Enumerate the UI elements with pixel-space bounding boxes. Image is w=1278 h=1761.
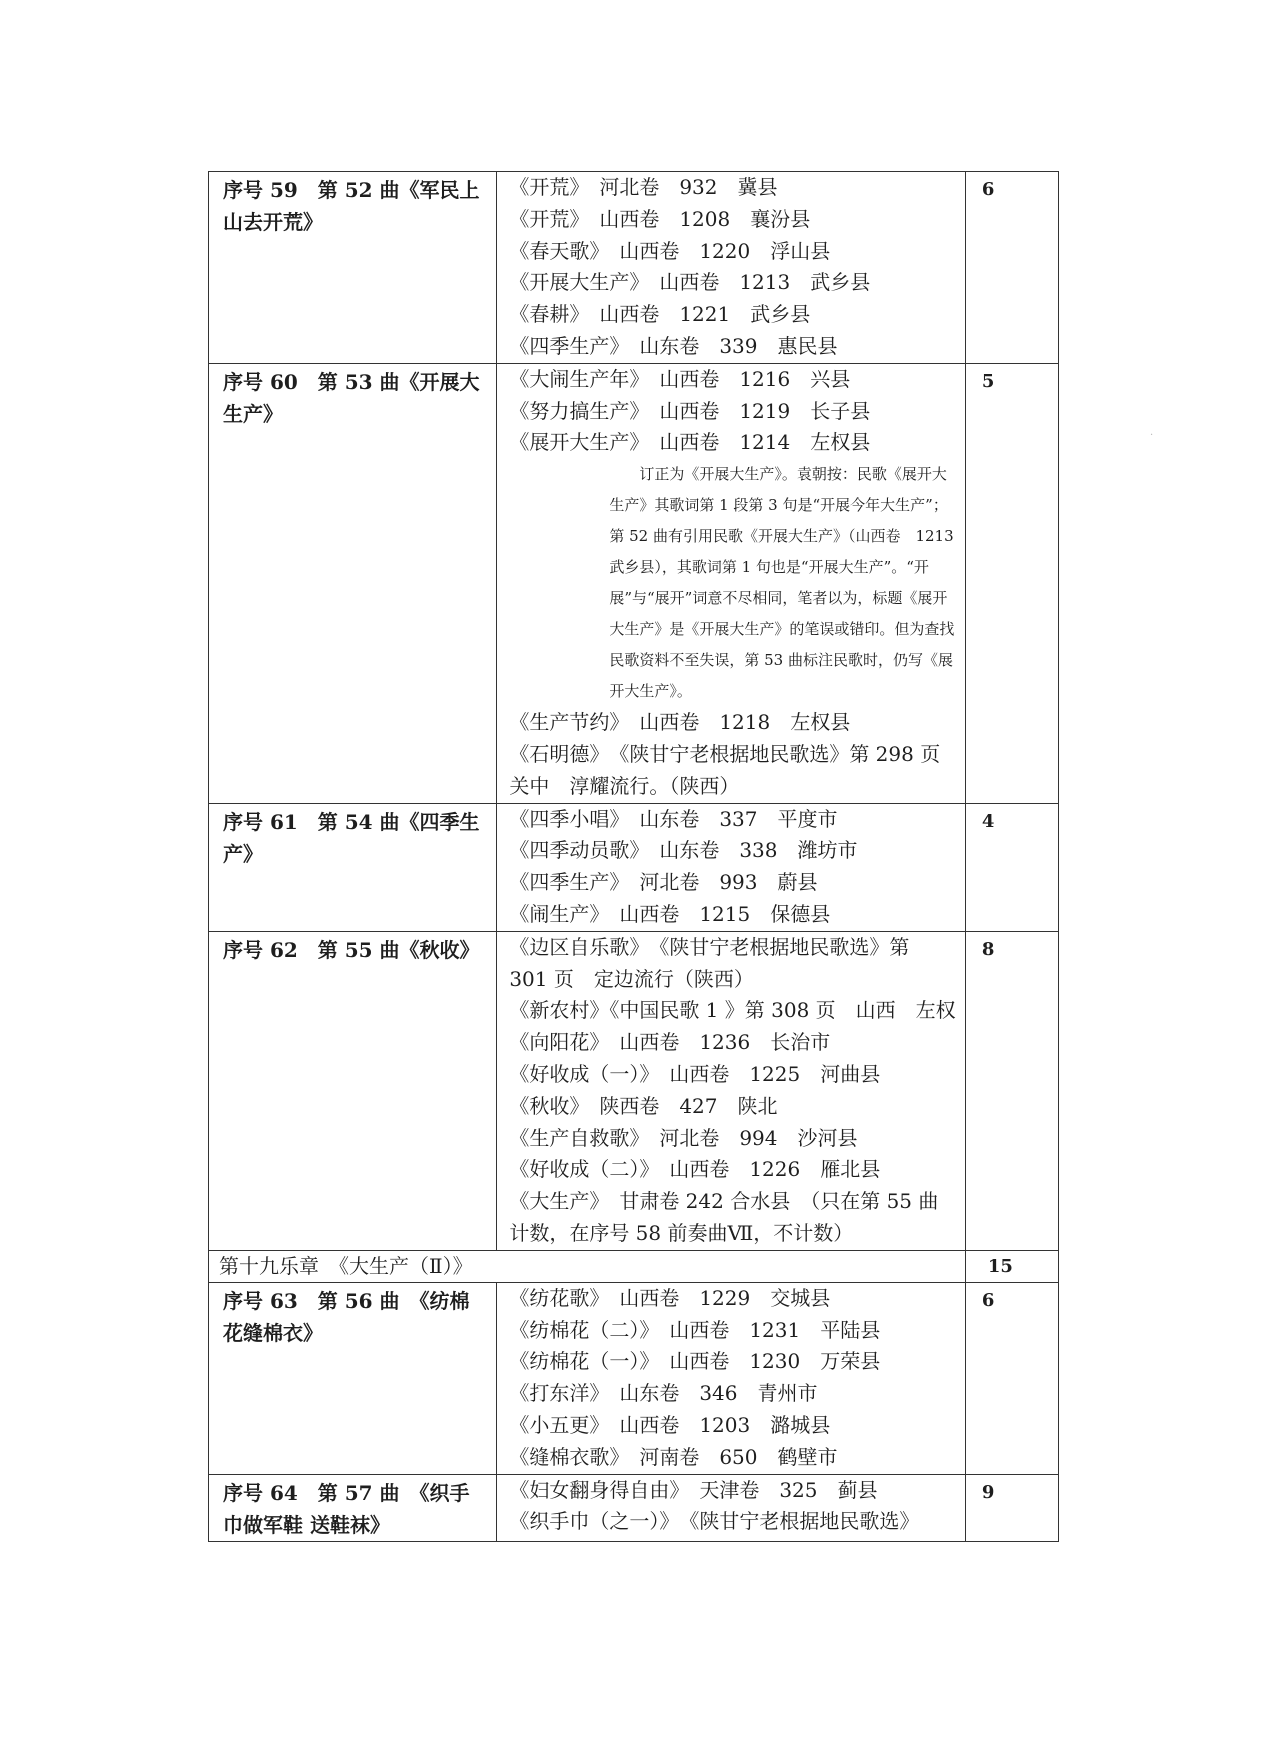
table-row	[209, 803, 1059, 931]
count-cell	[965, 1282, 1058, 1474]
sources-cell	[497, 1282, 966, 1474]
source-line: 《大生产》 甘肃卷 242 合水县 （只在第 55 曲	[509, 1189, 939, 1214]
count-cell	[965, 172, 1058, 364]
source-line: 《四季生产》 山东卷 339 惠民县	[509, 333, 838, 358]
table-row	[209, 363, 1059, 803]
song-count: 6	[981, 179, 995, 200]
source-line: 《春耕》 山西卷 1221 武乡县	[509, 302, 811, 327]
count-cell	[965, 931, 1058, 1250]
source-line: 《好收成（二）》 山西卷 1226 雁北县	[509, 1157, 881, 1182]
source-line: 《石明德》 《陕甘宁老根据地民歌选》第 298 页	[509, 741, 941, 766]
source-line: 《开展大生产》 山西卷 1213 武乡县	[509, 270, 871, 295]
song-label: 序号 59 第 52 曲《军民上山去开荒》	[223, 178, 480, 234]
chapter-count: 15	[987, 1255, 1013, 1277]
source-line: 《四季动员歌》 山东卷 338 潍坊市	[509, 838, 858, 863]
source-line: 《努力搞生产》 山西卷 1219 长子县	[509, 398, 871, 423]
label-cell	[209, 1282, 497, 1474]
source-line: 《开荒》 山西卷 1208 襄汾县	[509, 206, 811, 231]
source-line: 《秋收》 陕西卷 427 陕北	[509, 1093, 778, 1118]
table-row	[209, 1474, 1059, 1541]
source-line: 《开荒》 河北卷 932 冀县	[509, 175, 778, 199]
source-line: 《纺棉花（一）》 山西卷 1230 万荣县	[509, 1349, 881, 1374]
count-cell	[965, 1474, 1058, 1541]
song-source-table	[208, 171, 1059, 1542]
label-cell	[209, 172, 497, 364]
label-cell	[209, 1474, 497, 1541]
song-count: 4	[981, 810, 995, 832]
chapter-row	[209, 1250, 1059, 1282]
chapter-cell	[209, 1250, 966, 1282]
source-line: 《纺棉花（二）》 山西卷 1231 平陆县	[509, 1317, 881, 1342]
source-line: 《四季生产》 河北卷 993 蔚县	[509, 870, 818, 895]
count-cell	[965, 803, 1058, 931]
source-line: 《小五更》 山西卷 1203 潞城县	[509, 1412, 831, 1437]
sources-cell	[497, 363, 969, 803]
song-label: 序号 60 第 53 曲《开展大生产》	[223, 369, 480, 426]
source-line: 301 页 定边流行（陕西）	[509, 966, 754, 991]
source-line: 《织手巾（之一）》 《陕甘宁老根据地民歌选》	[509, 1509, 920, 1534]
sources-cell	[497, 1474, 966, 1541]
song-label: 序号 64 第 57 曲 《织手巾做军鞋 送鞋袜》	[223, 1480, 470, 1537]
source-line: 《闹生产》 山西卷 1215 保德县	[509, 901, 831, 926]
source-line: 《纺花歌》 山西卷 1229 交城县	[509, 1285, 831, 1310]
count-cell	[965, 1250, 1058, 1282]
source-line: 《向阳花》 山西卷 1236 长治市	[509, 1030, 831, 1055]
table-row	[209, 172, 1059, 364]
source-line: 《春天歌》 山西卷 1220 浮山县	[509, 238, 831, 263]
song-count: 9	[981, 1481, 995, 1503]
edge-mark: ·	[1150, 430, 1154, 441]
song-count: 8	[981, 938, 995, 960]
song-count: 5	[981, 370, 995, 392]
sources-cell	[497, 931, 966, 1250]
source-line: 《妇女翻身得自由》 天津卷 325 蓟县	[509, 1477, 878, 1502]
source-line: 《边区自乐歌》 《陕甘宁老根据地民歌选》第	[509, 934, 910, 959]
song-label: 序号 62 第 55 曲《秋收》	[223, 937, 480, 962]
table-row	[209, 1282, 1059, 1474]
source-line: 《生产自救歌》 河北卷 994 沙河县	[509, 1125, 858, 1150]
source-line: 《展开大生产》 山西卷 1214 左权县	[509, 430, 871, 455]
source-line: 《大闹生产年》 山西卷 1216 兴县	[509, 366, 851, 391]
correction-note: 订正为《开展大生产》。袁朝按：民歌《展开大生产》其歌词第 1 段第 3 句是“开展今年大生产”；第 52 曲有引用民歌《开展大生产》（山西卷 1213 武乡县），其歌词第 1 句也是“开展大生产”。“开展”与“展开”词意不尽相同，笔者以为，标题《展开大生产》是《开展大生产》的笔误或错印。但为查找民歌资料不至失误，第 53 曲标注民歌时，仍写《展开大生产》。	[609, 465, 969, 701]
count-cell	[965, 363, 1058, 803]
label-cell	[209, 363, 497, 803]
table-row	[209, 931, 1059, 1250]
song-count: 6	[981, 1289, 995, 1311]
sources-cell	[497, 803, 966, 931]
source-line: 《新农村》《中国民歌 1 》第 308 页 山西 左权	[509, 998, 956, 1023]
label-cell	[209, 931, 497, 1250]
label-cell	[209, 803, 497, 931]
sources-cell	[497, 172, 966, 364]
chapter-title: 第十九乐章 《大生产（Ⅱ）》	[219, 1253, 473, 1278]
source-line: 关中 淳耀流行。（陕西）	[509, 773, 740, 798]
source-line: 《打东洋》 山东卷 346 青州市	[509, 1381, 818, 1406]
source-line: 《好收成（一）》 山西卷 1225 河曲县	[509, 1061, 881, 1086]
song-label: 序号 61 第 54 曲《四季生产》	[223, 809, 480, 866]
source-line: 《四季小唱》 山东卷 337 平度市	[509, 806, 838, 831]
source-line: 计数，在序号 58 前奏曲Ⅶ，不计数）	[509, 1220, 854, 1245]
source-line: 《缝棉衣歌》 河南卷 650 鹤壁市	[509, 1444, 838, 1469]
song-label: 序号 63 第 56 曲 《纺棉花缝棉衣》	[223, 1288, 470, 1345]
source-line: 《生产节约》 山西卷 1218 左权县	[509, 710, 851, 735]
